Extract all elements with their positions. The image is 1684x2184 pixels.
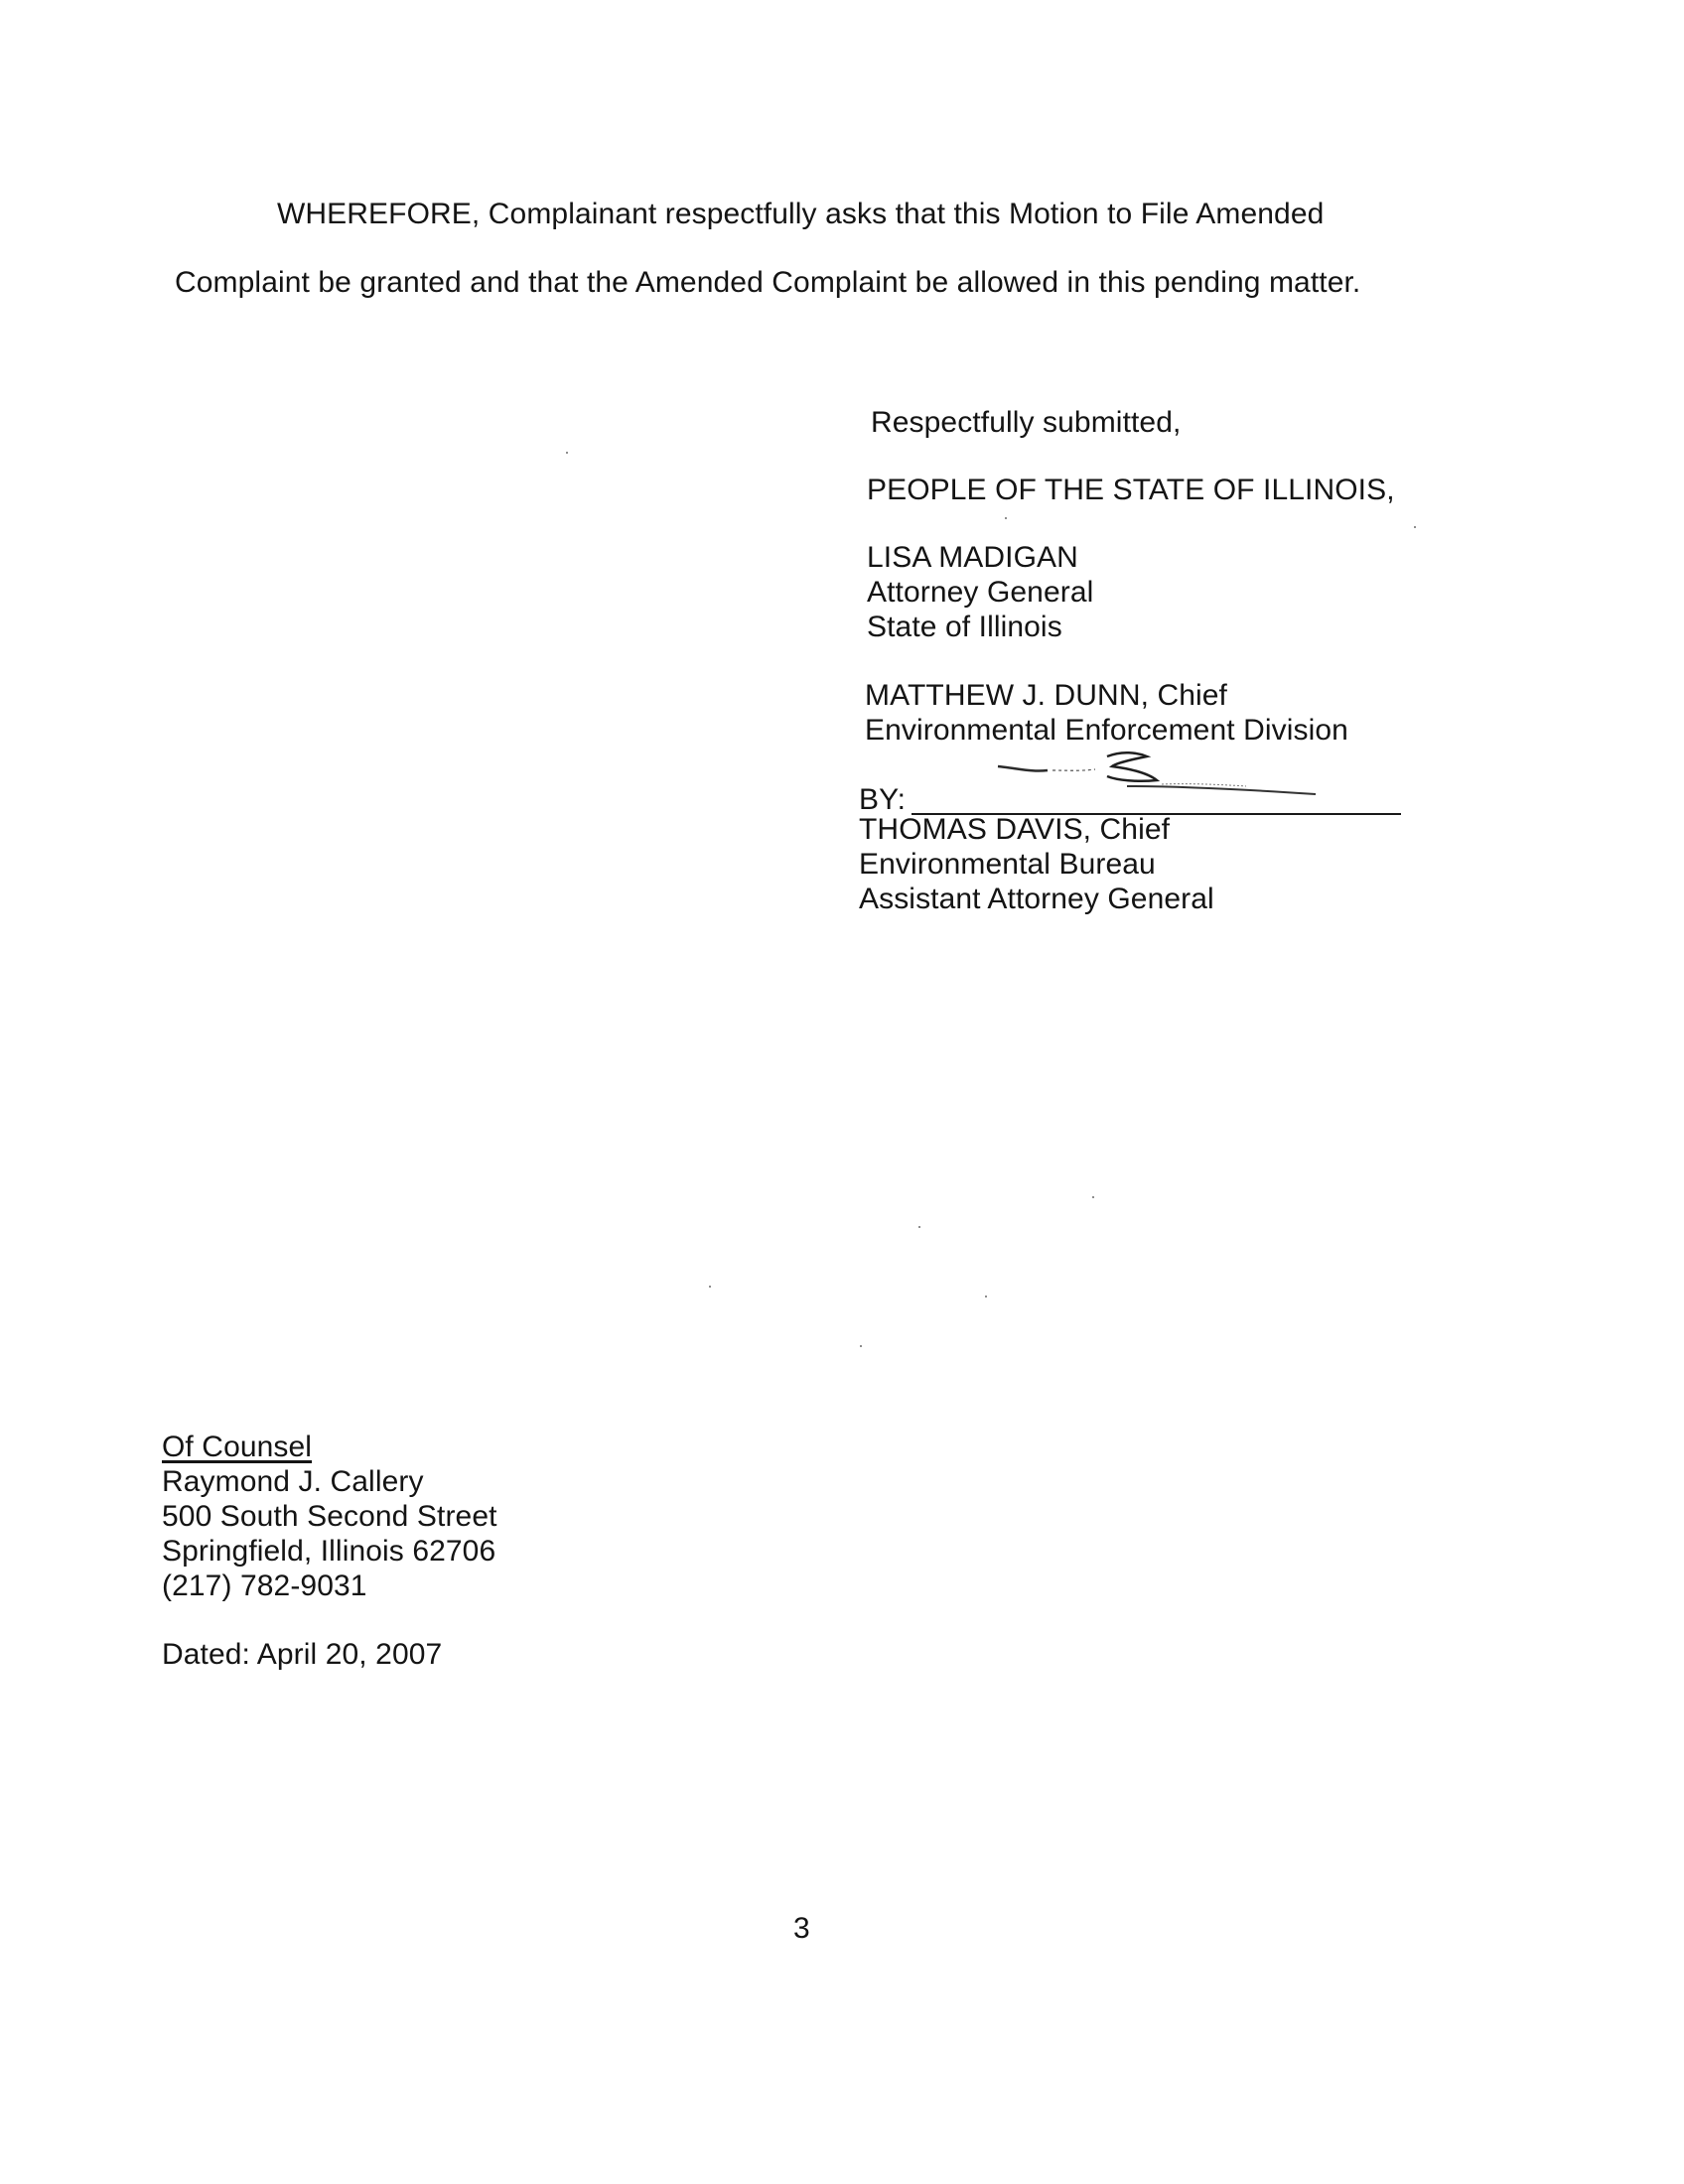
attorney-general-name: LISA MADIGAN xyxy=(867,541,1078,574)
scan-speck xyxy=(1414,526,1416,528)
counsel-name: Raymond J. Callery xyxy=(162,1465,424,1498)
scan-speck xyxy=(709,1286,711,1288)
division-name: Environmental Enforcement Division xyxy=(865,714,1348,747)
attorney-general-title: Attorney General xyxy=(867,576,1094,609)
division-chief-name: MATTHEW J. DUNN, Chief xyxy=(865,679,1227,712)
signer-name: THOMAS DAVIS, Chief xyxy=(859,813,1171,846)
signer-bureau: Environmental Bureau xyxy=(859,848,1156,881)
counsel-phone: (217) 782-9031 xyxy=(162,1570,367,1602)
by-label: BY: xyxy=(859,783,906,816)
scan-speck xyxy=(918,1226,920,1228)
of-counsel-heading: Of Counsel xyxy=(162,1431,313,1463)
scan-speck xyxy=(566,452,568,454)
party-name: PEOPLE OF THE STATE OF ILLINOIS, xyxy=(867,474,1395,506)
page-number: 3 xyxy=(793,1912,810,1945)
scan-speck xyxy=(860,1345,862,1347)
closing-text: Respectfully submitted, xyxy=(871,406,1182,439)
scan-speck xyxy=(985,1296,987,1297)
handwritten-signature xyxy=(988,747,1335,816)
counsel-street: 500 South Second Street xyxy=(162,1500,497,1533)
dated-line: Dated: April 20, 2007 xyxy=(162,1638,443,1671)
counsel-city: Springfield, Illinois 62706 xyxy=(162,1535,496,1568)
paragraph-line-1: WHEREFORE, Complainant respectfully asks that this Motion to File Amended xyxy=(277,198,1325,230)
paragraph-line-2: Complaint be granted and that the Amended Complaint be allowed in this pending matter. xyxy=(175,266,1361,299)
signer-title: Assistant Attorney General xyxy=(859,883,1214,915)
scan-speck xyxy=(1092,1196,1094,1198)
scan-speck xyxy=(1005,517,1007,519)
attorney-general-state: State of Illinois xyxy=(867,611,1062,643)
